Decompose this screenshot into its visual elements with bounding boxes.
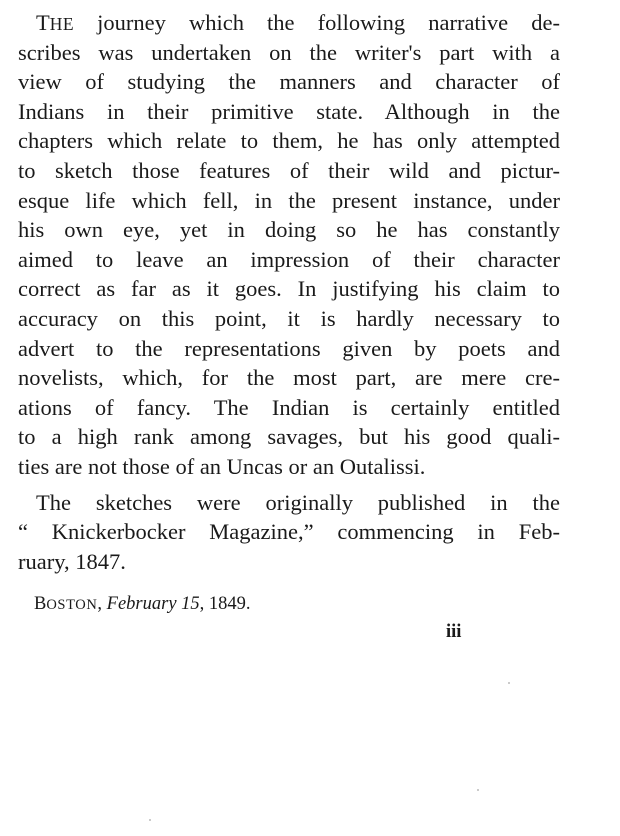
dateline-date: February 15 bbox=[106, 594, 200, 614]
drop-word-first-letter: T bbox=[36, 10, 50, 35]
dateline-separator: , bbox=[97, 594, 107, 614]
paragraph-1 bbox=[18, 8, 560, 482]
text-line: accuracy on this point, it is hardly necessary to bbox=[18, 305, 560, 331]
text-line: “ Knickerbocker Magazine,” commencing in Feb- bbox=[18, 519, 560, 545]
text-line: Indians in their primitive state. Although in the bbox=[18, 98, 560, 124]
text-line: advert to the representations given by poets and bbox=[18, 335, 560, 361]
text-line: ties are not those of an Uncas or an Outalissi. bbox=[18, 453, 426, 479]
text-line: his own eye, yet in doing so he has constantly bbox=[18, 217, 560, 243]
text-line: chapters which relate to them, he has only attempted bbox=[18, 128, 560, 154]
text-line: aimed to leave an impression of their character bbox=[18, 246, 560, 272]
paper-speck bbox=[508, 682, 510, 684]
dateline-city-rest: OSTON bbox=[46, 597, 98, 613]
text-line: ruary, 1847. bbox=[18, 548, 126, 574]
dateline bbox=[34, 590, 251, 619]
paper-speck bbox=[149, 819, 151, 821]
text-line: esque life which fell, in the present instance, under bbox=[18, 187, 560, 213]
text-line: scribes was undertaken on the writer's part with a bbox=[18, 39, 560, 65]
dateline-year: , 1849. bbox=[199, 594, 251, 614]
text-line: correct as far as it goes. In justifying his claim to bbox=[18, 276, 560, 302]
text-line: The sketches were originally published in the bbox=[36, 489, 560, 515]
paper-speck bbox=[477, 789, 479, 791]
text-line: view of studying the manners and character of bbox=[18, 69, 560, 95]
text-line: novelists, which, for the most part, are mere cre- bbox=[18, 365, 560, 391]
preface-text bbox=[18, 8, 560, 576]
drop-word-small-caps: HE bbox=[49, 14, 75, 34]
page-number: iii bbox=[446, 622, 462, 642]
text-line: ations of fancy. The Indian is certainly entitled bbox=[18, 394, 560, 420]
first-line-rest: journey which the following narrative de- bbox=[74, 10, 560, 35]
text-line: to a high rank among savages, but his good quali- bbox=[18, 424, 560, 450]
text-line bbox=[18, 8, 560, 38]
text-line: to sketch those features of their wild and pictur- bbox=[18, 157, 560, 183]
paragraph-2 bbox=[18, 488, 560, 577]
dateline-city-initial: B bbox=[34, 594, 47, 614]
